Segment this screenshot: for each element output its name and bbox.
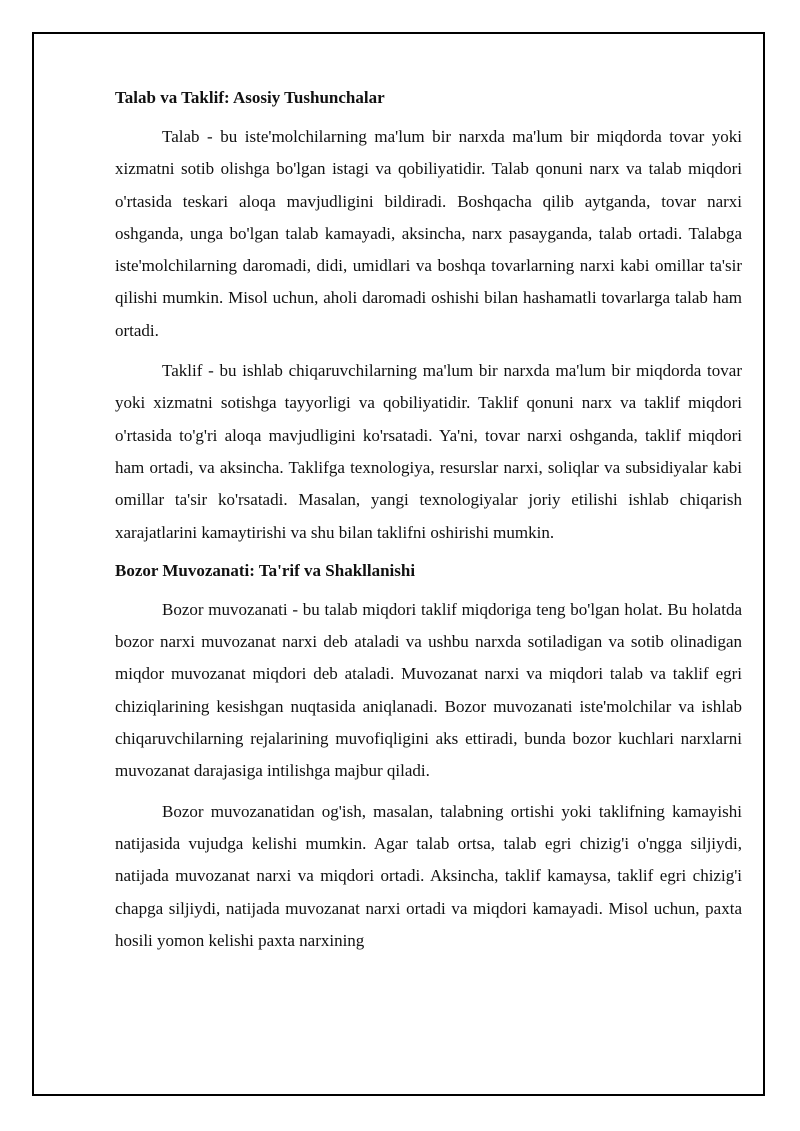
section-heading-demand-supply: Talab va Taklif: Asosiy Tushunchalar — [115, 88, 385, 107]
paragraph-supply: Taklif - bu ishlab chiqaruvchilarning ma'lum bir narxda ma'lum bir miqdorda tovar yoki xizmatni sotishga tayyorligi va qobiliyatidir. Taklif qonuni narx va taklif miqdori o'rtasida to'g'ri aloqa mavjudligini ko'rsatadi. Ya'ni, tovar narxi oshganda, taklif miqdori ham ortadi, va aksincha. Taklifga texnologiya, resurslar narxi, soliqlar va subsidiyalar kabi omillar ta'sir ko'rsatadi. Masalan, yangi texnologiyalar joriy etilishi ishlab chiqarish xarajatlarini kamaytirishi va shu bilan taklifni oshirishi mumkin. — [115, 361, 742, 542]
section-heading-market-equilibrium: Bozor Muvozanati: Ta'rif va Shakllanishi — [115, 560, 416, 580]
paragraph-demand: Talab - bu iste'molchilarning ma'lum bir narxda ma'lum bir miqdorda tovar yoki xizmatni sotib olishga bo'lgan istagi va qobiliyatidir. Talab qonuni narx va talab miqdori o'rtasida teskari aloqa mavjudligini bildiradi. Boshqacha qilib aytganda, tovar narxi oshganda, unga bo'lgan talab kamayadi, aksincha, narx pasayganda, talab ortadi. Talabga iste'molchilarning daromadi, didi, umidlari va boshqa tovarlarning narxi kabi omillar ta'sir qilishi mumkin. Misol uchun, aholi daromadi oshishi bilan hashamatli tovarlarga talab ham ortadi. — [115, 127, 742, 340]
paragraph-equilibrium-definition: Bozor muvozanati - bu talab miqdori taklif miqdoriga teng bo'lgan holat. Bu holatda bozor narxi muvozanat narxi deb ataladi va ushbu narxda sotiladigan va sotib olinadigan miqdor muvozanat miqdori deb ataladi. Muvozanat narxi va miqdori talab va taklif egri chiziqlarining kesishgan nuqtasida aniqlanadi. Bozor muvozanati iste'molchilar va ishlab chiqaruvchilarning rejalarining muvofiqligini aks ettiradi, bunda bozor kuchlari narxlarni muvozanat darajasiga intilishga majbur qiladi. — [115, 599, 742, 781]
document-body — [115, 86, 742, 965]
paragraph-equilibrium-deviation: Bozor muvozanatidan og'ish, masalan, talabning ortishi yoki taklifning kamayishi natijasida vujudga kelishi mumkin. Agar talab ortsa, talab egri chizig'i o'ngga siljiydi, natijada muvozanat narxi va miqdori ortadi. Aksincha, taklif kamaysa, taklif egri chizig'i chapga siljiydi, natijada muvozanat narxi ortadi va miqdori kamayadi. Misol uchun, paxta hosili yomon kelishi paxta narxining — [115, 801, 742, 950]
